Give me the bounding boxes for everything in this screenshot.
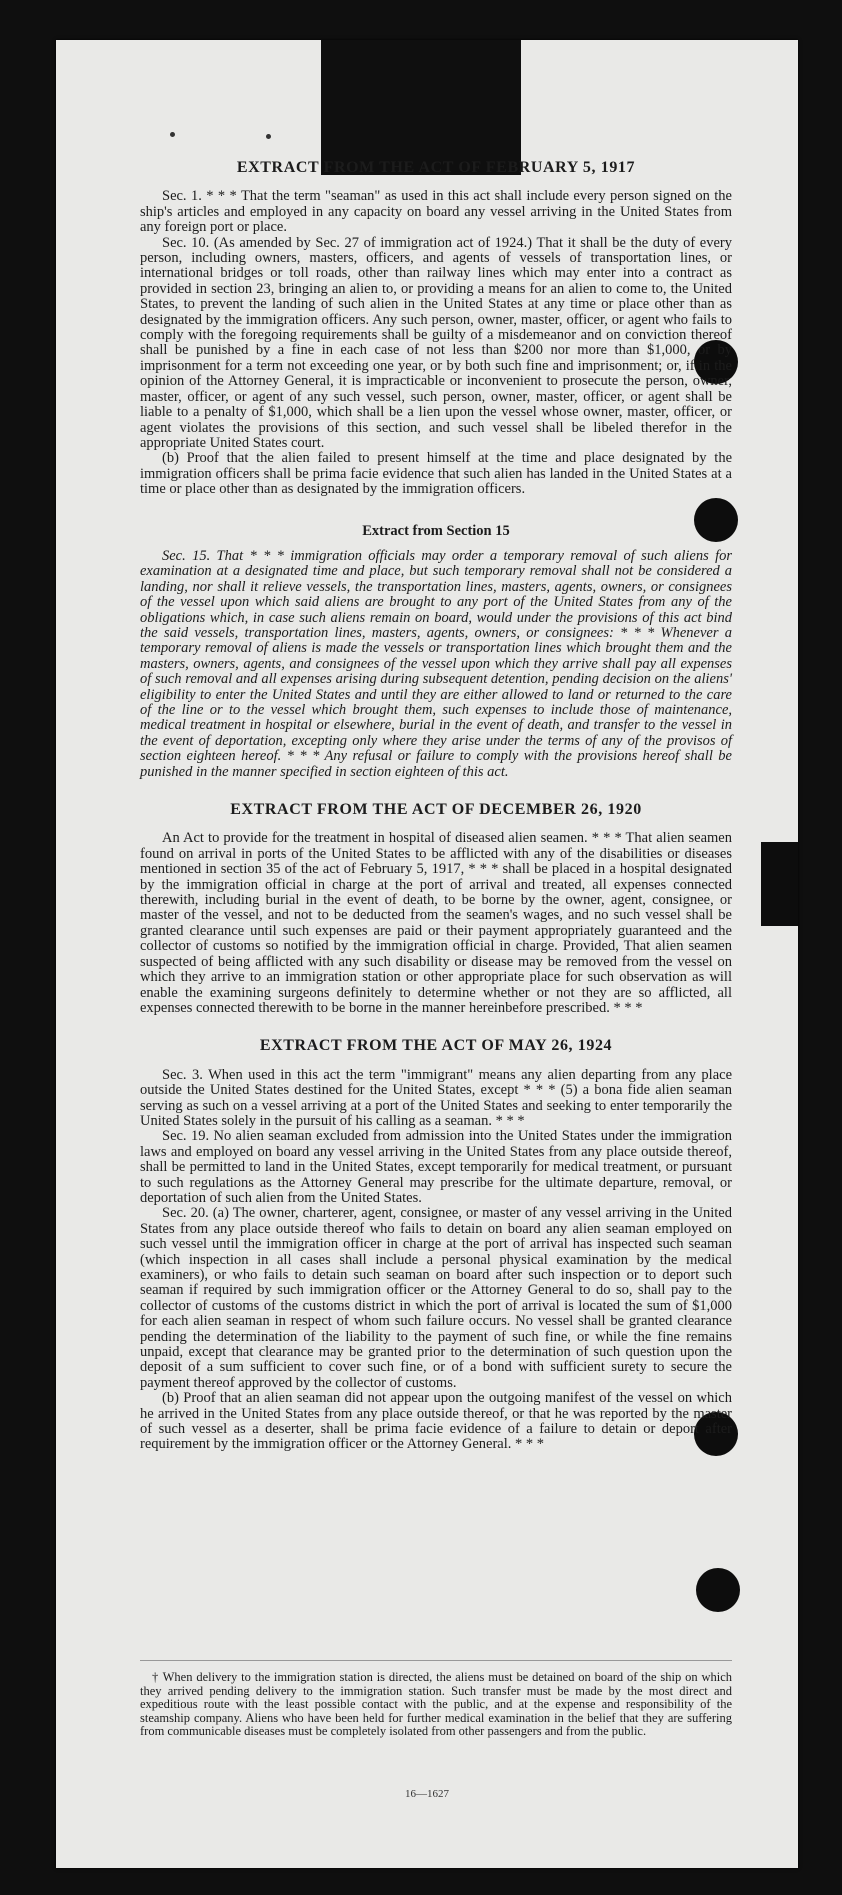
paragraph: Sec. 1. * * * That the term "seaman" as used in this act shall include every person signed on the ship's articles and employed in any capacity on board any vessel arriving in the United States from any foreign port or place.: [140, 188, 732, 236]
section-act-1924: [140, 1038, 732, 1453]
paragraph: An Act to provide for the treatment in hospital of diseased alien seamen. * * * That alien seamen found on arrival in ports of the United States to be afflicted with any of the disabilities or diseases mentioned in section 35 of the act of February 5, 1917, * * * shall be placed in a hospital designated by the immigration official in charge at the port of arrival and treated, all expenses connected therewith, including burial in the event of death, to be borne by the owner, agent, consignee, or master of the vessel, and not to be deducted from the seamen's wages, and no such vessel shall be granted clearance until such expenses are paid or their payment appropriately guaranteed and the collector of customs so notified by the immigration official in charge. Provided, That alien seamen suspected of being afflicted with any such disability or disease may be removed from the vessel on which they arrive to an immigration station or other appropriate place for such observation as will enable the examining surgeons definitely to determine whether or not they are so afflicted, all expenses connected therewith to be borne in the manner hereinbefore prescribed. * * *: [140, 830, 732, 1016]
speck: [170, 132, 175, 137]
paragraph: Sec. 15. That * * * immigration officials may order a temporary removal of such aliens for examination at a designated time and place, but such temporary removal shall not be considered a landing, nor shall it relieve vessels, the transportation lines, masters, agents, owners, or consignees of the vessel upon which said aliens are brought to any port of the United States from any of the obligations which, in case such aliens remain on board, would under the provisions of this act bind the said vessels, transportation lines, masters, agents, owners, or consignees: * * * Whenever a temporary removal of aliens is made the vessels or transportation lines which brought them and the masters, owners, agents, and consignees of the vessel upon which they arrive shall pay all expenses of such removal and all expenses arising during subsequent detention, pending decision on the aliens' eligibility to enter the United States and until they are either allowed to land or returned to the care of the line or to the vessel which brought them, such expenses to include those of maintenance, medical treatment in hospital or elsewhere, burial in the event of death, and transfer to the vessel in the event of deportation, excepting only where they arise under the terms of any of the provisos of section eighteen hereof. * * * Any refusal or failure to comply with the provisions hereof shall be punished in the manner specified in section eighteen of this act.: [140, 547, 732, 780]
punch-hole: [696, 1568, 740, 1612]
section-extract-15: [140, 524, 732, 781]
footnote-text: † When delivery to the immigration station is directed, the aliens must be detained on board of the ship on which they arrived pending delivery to the immigration station. Such transfer must be made by the most direct and expeditious route with the least possible contact with the public, and at the expense and responsibility of the steamship company. Aliens who have been held for further medical examination in the belief that they are suffering from communicable diseases must be completely isolated from other passengers and from the public.: [140, 1670, 732, 1739]
section-heading: EXTRACT FROM THE ACT OF MAY 26, 1924: [259, 1037, 613, 1055]
section-heading: EXTRACT FROM THE ACT OF FEBRUARY 5, 1917: [236, 159, 636, 176]
section-heading: Extract from Section 15: [362, 522, 510, 539]
section-act-1917: [140, 160, 732, 498]
paragraph: (b) Proof that the alien failed to present himself at the time and place designated by the immigration officers shall be prima facie evidence that such alien has landed in the United States at a time or place other than as designated by the immigration officers.: [140, 450, 732, 498]
binding-tab: [761, 842, 798, 926]
paragraph: (b) Proof that an alien seaman did not appear upon the outgoing manifest of the vessel on which he arrived in the United States from any place outside thereof, or that he was reported by the master of such vessel as a deserter, shall be prima facie evidence of a failure to detain or deport after requirement by the immigration officer or the Attorney General. * * *: [140, 1390, 732, 1453]
paragraph: Sec. 19. No alien seaman excluded from admission into the United States under the immigration laws and employed on board any vessel arriving in the United States from any place outside thereof, shall be permitted to land in the United States, except temporarily for medical treatment, or pursuant to such regulations as the Attorney General may prescribe for the ultimate departure, removal, or deportation of such alien from the United States.: [140, 1128, 732, 1206]
paragraph: Sec. 20. (a) The owner, charterer, agent, consignee, or master of any vessel arriving in the United States from any place outside thereof who fails to detain on board any alien seaman employed on such vessel until the immigration officer in charge at the port of arrival has inspected such seaman (which inspection in all cases shall include a personal physical examination by the medical examiners), or who fails to detain such seaman on board after such inspection or to deport such seaman if required by such immigration officer or the Attorney General to do so, shall pay to the collector of customs of the customs district in which the port of arrival is located the sum of $1,000 for each alien seaman in respect of whom such failure occurs. No vessel shall be granted clearance pending the determination of the liability to the payment of such fine, or while the fine remains unpaid, except that clearance may be granted prior to the determination of such question upon the deposit of a sum sufficient to cover such fine, or of a bond with sufficient surety to secure the payment thereof approved by the collector of customs.: [140, 1205, 732, 1391]
speck: [266, 134, 271, 139]
paragraph: Sec. 10. (As amended by Sec. 27 of immigration act of 1924.) That it shall be the duty of every person, including owners, masters, officers, and agents of vessels of transportation lines, or international bridges or toll roads, other than railway lines which may enter into a contract as provided in section 23, bringing an alien to, or providing a means for an alien to come to, the United States, to prevent the landing of such alien in the United States at any time or place other than as designated by the immigration officers. Any such person, owner, master, officer, or agent who fails to comply with the foregoing requirements shall be guilty of a misdemeanor and on conviction thereof shall be punished by a fine in each case of not less than $200 nor more than $1,000, or by imprisonment for a term not exceeding one year, or by both such fine and imprisonment; or, if in the opinion of the Attorney General, it is impracticable or inconvenient to prosecute the person, owner, master, officer, or agent of any such vessel, such person, owner, master, officer, or agent shall be liable to a penalty of $1,000, which shall be a lien upon the vessel whose owner, master, officer, or agent violates the provisions of this section, and such vessel shall be libeled therefor in the appropriate United States court.: [140, 234, 732, 451]
footnote: [140, 1660, 732, 1739]
torn-corner: [321, 40, 521, 175]
paragraph: Sec. 3. When used in this act the term "immigrant" means any alien departing from any place outside the United States destined for the United States, except * * * (5) a bona fide alien seaman serving as such on a vessel arriving at a port of the United States and seeking to enter temporarily the United States solely in the pursuit of his calling as a seaman. * * *: [140, 1066, 732, 1129]
section-heading: EXTRACT FROM THE ACT OF DECEMBER 26, 1920: [230, 801, 642, 819]
document-body: [140, 160, 732, 1453]
page-number: 16—1627: [405, 1788, 449, 1800]
section-act-1920: [140, 802, 732, 1016]
